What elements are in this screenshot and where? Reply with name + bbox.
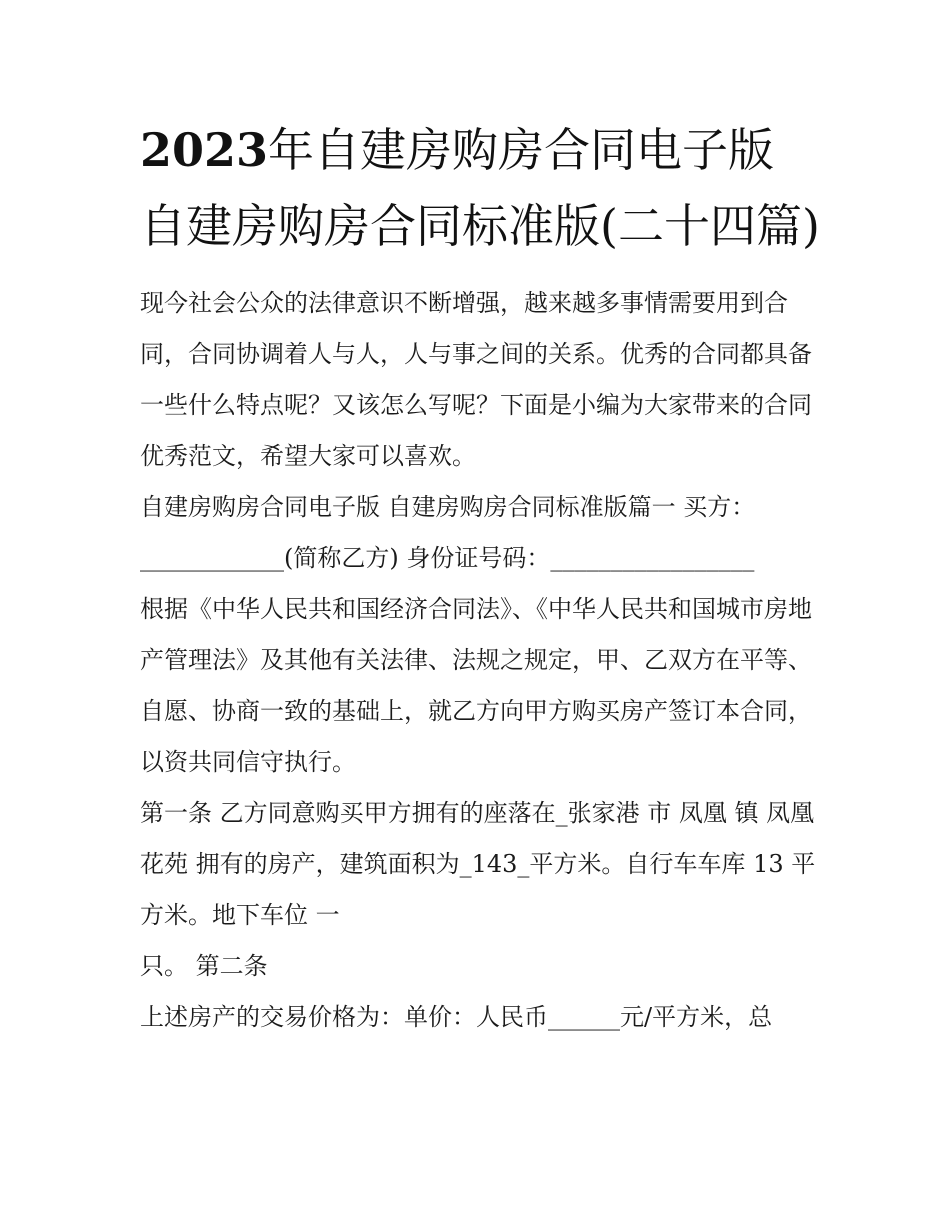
document-title-text: 年自建房购房合同电子版 自建房购房合同标准版(二十四篇) [140, 123, 820, 253]
price-paragraph: 上述房产的交易价格为：单价：人民币______元/平方米，总 [140, 1003, 773, 1031]
buyer-id-line: ____________(简称乙方) 身份证号码：_________________ [140, 544, 755, 572]
article-one-paragraph: 第一条 乙方同意购买甲方拥有的座落在_张家港 市 凤凰 镇 凤凰花苑 拥有的房产，建筑面积为_143_平方米。自行车车库 13 平方米。地下车位 一 [140, 799, 816, 929]
intro-paragraph: 现今社会公众的法律意识不断增强，越来越多事情需要用到合同，合同协调着人与人，人与事之间的关系。优秀的合同都具备一些什么特点呢？又该怎么写呢？下面是小编为大家带来的合同优秀范文，希望大家可以喜欢。 [140, 289, 812, 470]
contract-heading-line: 自建房购房合同电子版 自建房购房合同标准版篇一 买方： [140, 493, 756, 521]
document-title-year: 2023 [140, 123, 269, 177]
document-body [140, 112, 820, 1043]
legal-basis-paragraph: 根据《中华人民共和国经济合同法》、《中华人民共和国城市房地产管理法》及其他有关法律、法规之规定，甲、乙双方在平等、自愿、协商一致的基础上，就乙方向甲方购买房产签订本合同，以资共同信守执行。 [140, 595, 812, 776]
document-title [140, 112, 820, 264]
article-two-heading: 只。 第二条 [140, 952, 268, 980]
